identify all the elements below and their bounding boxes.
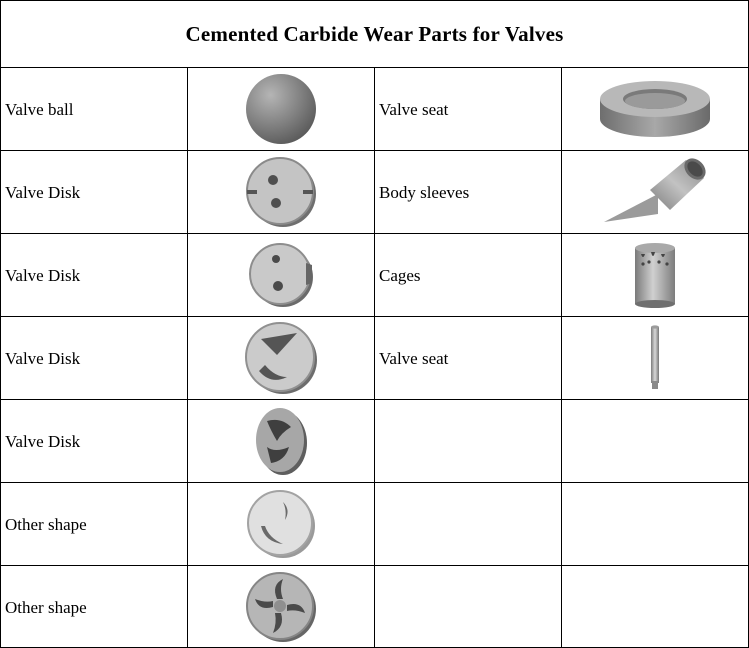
table-row: [1, 400, 748, 483]
table-row: [1, 68, 748, 151]
table-title: Cemented Carbide Wear Parts for Valves: [1, 1, 748, 68]
table-cell: [562, 317, 748, 399]
table-cell: [562, 483, 748, 565]
table-cell: [375, 151, 562, 233]
table-cell: [375, 566, 562, 648]
other-shape-vane-disk-icon: [243, 569, 319, 645]
table-cell: [562, 151, 748, 233]
table-cell: [188, 234, 375, 316]
table-row: [1, 483, 748, 566]
table-cell: [1, 234, 188, 316]
table-cell: [375, 234, 562, 316]
part-label: Body sleeves: [379, 183, 470, 202]
table-cell: [188, 151, 375, 233]
part-label: Valve Disk: [5, 349, 81, 368]
part-label: Valve seat: [379, 349, 449, 368]
table-body: [1, 68, 748, 648]
valve-disk-crescent-icon: [241, 319, 321, 397]
table-cell: [1, 400, 188, 482]
table-cell: [1, 483, 188, 565]
table-cell: [1, 151, 188, 233]
table-cell: [375, 317, 562, 399]
part-label: Valve seat: [379, 100, 449, 119]
table-cell: [375, 68, 562, 150]
part-label: [375, 440, 379, 442]
table-row: [1, 234, 748, 317]
part-label: [375, 523, 379, 525]
table-cell: [188, 566, 375, 648]
table-cell: [188, 68, 375, 150]
table-cell: [562, 566, 748, 648]
part-label: Valve Disk: [5, 432, 81, 451]
part-label: Cages: [379, 266, 421, 285]
table-cell: [1, 68, 188, 150]
part-label: Valve Disk: [5, 266, 81, 285]
valve-ball-icon: [243, 71, 319, 147]
table-cell: [562, 234, 748, 316]
table-row: [1, 151, 748, 234]
table-cell: [1, 566, 188, 648]
other-shape-crescent-disk-icon: [243, 486, 319, 562]
valve-disk-curved-slots-icon: [251, 403, 311, 479]
table-cell: [375, 400, 562, 482]
table-row: [1, 566, 748, 648]
table-cell: [188, 483, 375, 565]
valve-disk-two-holes-icon: [243, 154, 319, 230]
table-cell: [188, 400, 375, 482]
body-sleeve-icon: [600, 154, 710, 230]
table-cell: [375, 483, 562, 565]
cage-icon: [629, 240, 681, 310]
valve-disk-small-holes-icon: [246, 237, 316, 313]
part-label: Other shape: [5, 515, 87, 534]
table-cell: [1, 317, 188, 399]
part-label: [375, 606, 379, 608]
part-label: Valve ball: [5, 100, 74, 119]
part-label: Other shape: [5, 598, 87, 617]
table-cell: [188, 317, 375, 399]
table-cell: [562, 68, 748, 150]
table-cell: [562, 400, 748, 482]
table-row: [1, 317, 748, 400]
valve-seat-ring-icon: [596, 77, 714, 141]
valve-seat-pin-icon: [645, 323, 665, 393]
part-label: Valve Disk: [5, 183, 81, 202]
